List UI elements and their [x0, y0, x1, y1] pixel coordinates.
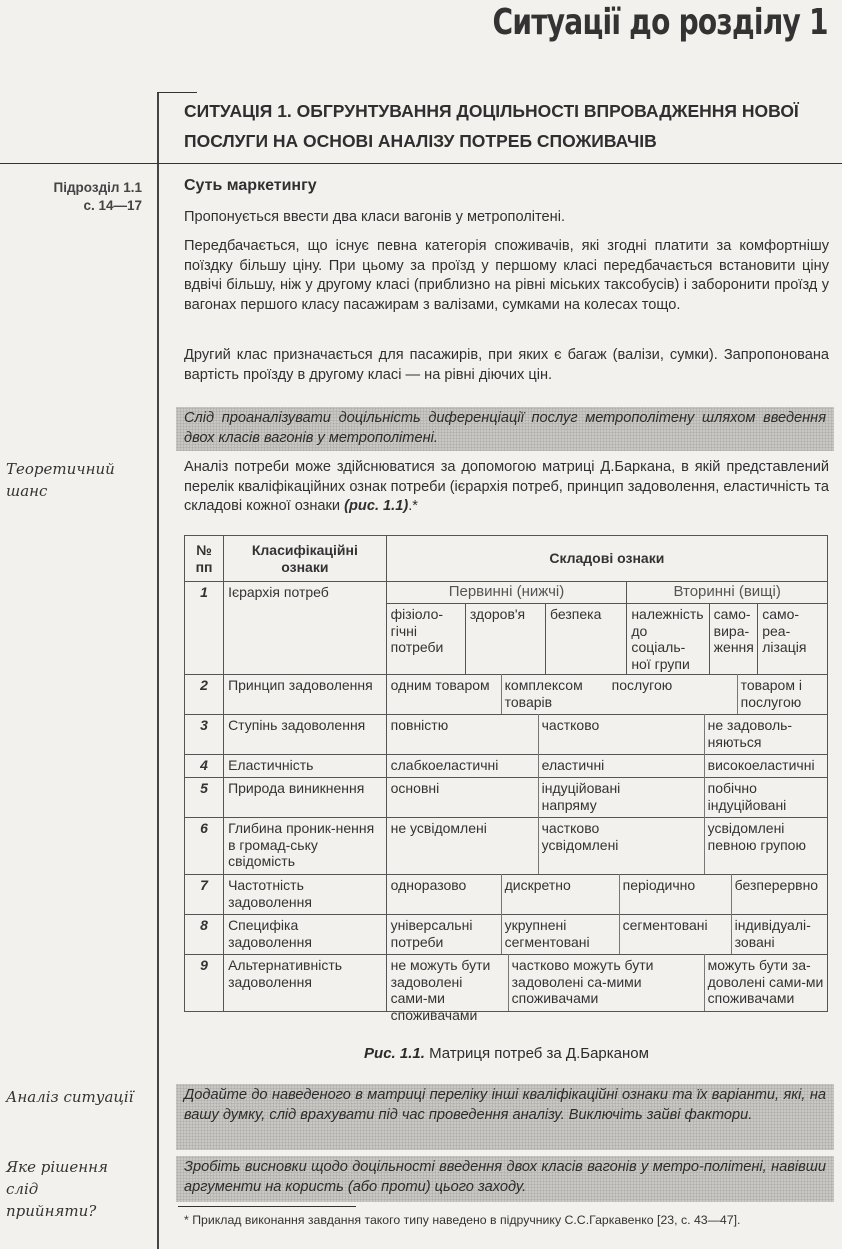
components-cell [386, 778, 827, 818]
figure-caption [184, 1045, 829, 1062]
title-rule-left [157, 92, 197, 93]
cell-part: індивідуалі-зовані [734, 917, 811, 950]
section-rule [0, 163, 842, 164]
components-cell [386, 955, 827, 1023]
cell-part: одноразово [390, 877, 467, 893]
row-label: Принцип задоволення [224, 675, 387, 715]
cell-divider [619, 914, 620, 954]
task-analysis: Додайте до наведеного в матриці переліку інші кваліфікаційні ознаки та їх варіанти, які, на вашу думку, слід врахувати під час проведення аналізу. Виключіть зайві фактори. [176, 1084, 834, 1150]
paragraph-2: Передбачається, що існує певна категорія споживачів, які згодні платити за комфортнішу поїздку більшу ціну. При цьому за проїзд у першому класі передбачається встановити ціну вдвічі більшу, ніж у другому класі (приблизно на рівні міських таксобусів) і заборонити проїзд у вагонах першого класу пасажирам з валізами, сумками на колесах тощо. [184, 238, 829, 313]
cell-part: безперервно [734, 877, 819, 893]
table-row [185, 582, 828, 604]
cell-part: здоров'я [465, 604, 545, 675]
group-secondary: Вторинні (вищі) [627, 582, 828, 604]
margin-note-theory: Теоретичний шанс [6, 460, 115, 500]
cell-divider [704, 754, 705, 777]
cell-divider [538, 714, 539, 754]
cell-part: дискретно [504, 877, 571, 893]
components-cell [386, 818, 827, 875]
row-number: 7 [185, 875, 224, 915]
cell-part: належність до соціаль-ної групи [627, 604, 709, 675]
row-number: 1 [185, 582, 224, 675]
row-label: Альтернативність задоволення [224, 955, 387, 1012]
row-number: 3 [185, 715, 224, 755]
cell-part: фізіоло-гічні потреби [386, 604, 465, 675]
row-number: 4 [185, 755, 224, 778]
row-number: 6 [185, 818, 224, 875]
cell-divider [731, 874, 732, 914]
cell-part: не можуть бути задоволені сами-ми споживачами [390, 957, 491, 1023]
group-primary: Первинні (нижчі) [386, 582, 627, 604]
caption-text: Матриця потреб за Д.Барканом [424, 1045, 649, 1062]
situation-title: СИТУАЦІЯ 1. ОБГРУНТУВАННЯ ДОЦІЛЬНОСТІ ВПРОВАДЖЕННЯ НОВОЇ ПОСЛУГИ НА ОСНОВІ АНАЛІЗУ ПОТРЕБ СПОЖИВАЧІВ [184, 101, 799, 151]
page-header: Ситуації до розділу 1 [492, 2, 828, 43]
cell-divider [731, 914, 732, 954]
cell-part: індуційовані напряму [541, 780, 621, 813]
components-cell [386, 755, 827, 778]
cell-part: еластичні [541, 757, 605, 773]
row-label: Глибина проник-нення в громад-ську свідомість [224, 818, 387, 875]
cell-part: укрупнені сегментовані [504, 917, 590, 950]
cell-part: можуть бути за-доволені сами-ми споживачами [707, 957, 824, 1006]
margin-ref-pages: с. 14—17 [83, 198, 142, 213]
row-number: 8 [185, 915, 224, 955]
row-label: Ступінь задоволення [224, 715, 387, 755]
table-row [185, 755, 828, 778]
row-label: Специфіка задоволення [224, 915, 387, 955]
cell-part: безпека [546, 604, 627, 675]
margin-ref-section: Підрозділ 1.1 [53, 180, 142, 195]
cell-part: одним товаром [390, 677, 490, 693]
figure-reference: (рис. 1.1) [344, 498, 409, 515]
footnote: * Приклад виконання завдання такого типу наведено в підручнику С.С.Гаркавенко [23, с. 43—47]. [184, 1213, 741, 1227]
cell-part: не задоволь-няються [707, 717, 793, 750]
caption-label: Рис. 1.1. [364, 1045, 425, 1062]
cell-part: само-вира-ження [709, 604, 758, 675]
cell-part: частково усвідомлені [541, 820, 619, 853]
cell-divider [704, 777, 705, 817]
components-cell [386, 675, 827, 715]
margin-note-decision: Яке рішення слід прийняти? [6, 1158, 108, 1220]
task-main: Слід проаналізувати доцільність диференціації послуг метрополітену шляхом введення двох класів вагонів у метрополітені. [176, 407, 834, 451]
cell-divider [538, 817, 539, 874]
margin-reference [14, 179, 142, 215]
cell-part: не усвідомлені [390, 820, 487, 836]
components-cell [386, 715, 827, 755]
cell-part: сегментовані [622, 917, 708, 933]
task-decision: Зробіть висновки щодо доцільності введення двох класів вагонів у метро-політені, навівши аргументи на користь (або проти) цього заходу. [176, 1156, 834, 1202]
cell-divider [538, 754, 539, 777]
header-components: Складові ознаки [386, 536, 827, 582]
theory-text: Аналіз потреби може здійснюватися за допомогою матриці Д.Баркана, в якій представлений перелік кваліфікаційних ознак потреби (ієрархія потреб, принцип задоволення, еластичність та складові кожної ознаки [184, 459, 829, 515]
components-cell [386, 875, 827, 915]
row-number: 5 [185, 778, 224, 818]
header-num: № пп [185, 536, 224, 582]
theory-end: .* [408, 498, 418, 515]
table-row [185, 778, 828, 818]
cell-divider [508, 954, 509, 1011]
cell-part: частково [541, 717, 600, 733]
table-row [185, 675, 828, 715]
cell-part: само-реа-лізація [758, 604, 828, 675]
table-header-row [185, 536, 828, 582]
section-heading: Суть маркетингу [184, 177, 317, 194]
row-number: 9 [185, 955, 224, 1012]
needs-matrix-table [184, 535, 828, 1023]
row-number: 2 [185, 675, 224, 715]
cell-part: побічно індуційовані [707, 780, 787, 813]
cell-part: товаром і послугою [740, 677, 802, 710]
cell-divider [501, 674, 502, 714]
header-class: Класифікаційні ознаки [224, 536, 387, 582]
cell-divider [501, 914, 502, 954]
cell-divider [501, 874, 502, 914]
cell-part: комплексом товарів [504, 677, 583, 710]
table-row [185, 715, 828, 755]
cell-divider [619, 874, 620, 914]
row-label: Ієрархія потреб [224, 582, 387, 675]
cell-divider [704, 714, 705, 754]
cell-part: високоеластичні [707, 757, 815, 773]
cell-part: усвідомлені певною групою [707, 820, 806, 853]
cell-part: повністю [390, 717, 449, 733]
cell-divider [704, 817, 705, 874]
footnote-divider [178, 1206, 356, 1207]
cell-part: частково можуть бути задоволені са-мими споживачами [511, 957, 654, 1006]
row-label: Частотність задоволення [224, 875, 387, 915]
table-row [185, 818, 828, 875]
components-cell [386, 915, 827, 955]
margin-note-analysis: Аналіз ситуації [6, 1088, 134, 1106]
cell-divider [538, 777, 539, 817]
cell-part: основні [390, 780, 440, 796]
paragraph-1: Пропонується ввести два класи вагонів у метрополітені. [184, 209, 566, 225]
cell-divider [737, 674, 738, 714]
cell-part: періодично [622, 877, 696, 893]
theory-paragraph [184, 458, 829, 517]
cell-part: послугою [611, 677, 673, 693]
paragraph-3: Другий клас призначається для пасажирів, при яких є багаж (валізи, сумки). Запропонована вартість проїзду в другому класі — на рівні діючих цін. [184, 347, 829, 383]
table-row [185, 955, 828, 1012]
row-label: Еластичність [224, 755, 387, 778]
table-row [185, 875, 828, 915]
row-label: Природа виникнення [224, 778, 387, 818]
cell-part: універсальні потреби [390, 917, 473, 950]
table-row [185, 915, 828, 955]
cell-part: слабкоеластичні [390, 757, 499, 773]
cell-divider [704, 954, 705, 1011]
margin-divider [157, 92, 159, 1249]
